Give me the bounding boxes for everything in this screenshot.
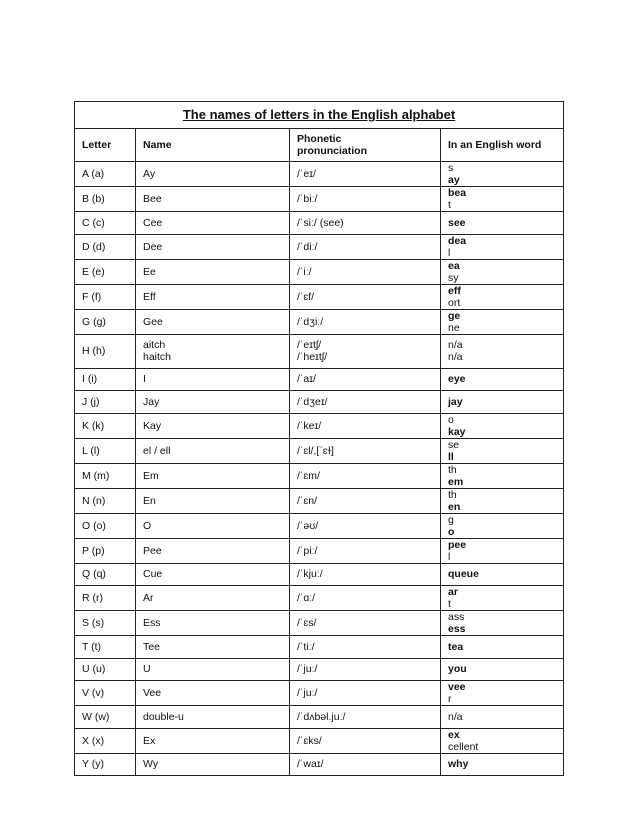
highlighted-segment: ex xyxy=(448,728,460,741)
letter-cell: T (t) xyxy=(75,636,136,659)
name-line: O xyxy=(143,519,152,532)
example-word-cell xyxy=(441,538,564,563)
table-row xyxy=(75,488,564,513)
name-line: double-u xyxy=(143,710,184,723)
letter-cell: L (l) xyxy=(75,438,136,463)
highlighted-segment: ll xyxy=(448,450,454,463)
table-row xyxy=(75,538,564,563)
phonetic-cell xyxy=(290,162,441,187)
letter-cell: I (i) xyxy=(75,368,136,391)
example-word-line xyxy=(448,611,563,635)
word-segment: t xyxy=(448,598,451,610)
name-line: Bee xyxy=(143,193,162,205)
letter-cell: Q (q) xyxy=(75,563,136,586)
example-word-cell xyxy=(441,391,564,414)
highlighted-segment: ea xyxy=(448,259,460,272)
example-word-cell xyxy=(441,259,564,284)
example-word-line xyxy=(448,373,563,385)
example-word-line xyxy=(448,758,563,770)
table-title: The names of letters in the English alphabet xyxy=(75,102,564,129)
alphabet-table xyxy=(74,101,564,776)
word-segment: se xyxy=(448,438,460,451)
example-word-line xyxy=(448,351,563,363)
word-segment: cellent xyxy=(448,740,479,753)
name-line: Ex xyxy=(143,734,156,747)
word-segment: l xyxy=(448,246,451,259)
phonetic-cell xyxy=(290,586,441,611)
example-word-cell xyxy=(441,586,564,611)
phonetic-cell xyxy=(290,706,441,729)
word-segment: t xyxy=(448,199,451,211)
highlighted-segment: queue xyxy=(448,568,479,581)
phonetic-cell xyxy=(290,391,441,414)
phonetic-line: /ˈwaɪ/ xyxy=(297,758,324,771)
highlighted-segment: jay xyxy=(448,395,463,408)
phonetic-cell xyxy=(290,334,441,368)
name-cell xyxy=(136,234,290,259)
header-row xyxy=(75,129,564,162)
table-row xyxy=(75,334,564,368)
phonetic-line: /ˈɛm/ xyxy=(297,469,320,482)
table-row xyxy=(75,413,564,438)
highlighted-segment: ar xyxy=(448,586,458,598)
letter-cell: W (w) xyxy=(75,706,136,729)
letter-cell: B (b) xyxy=(75,187,136,212)
header-phonetic: Phonetic pronunciation xyxy=(290,129,441,162)
phonetic-cell xyxy=(290,212,441,235)
phonetic-line: /ˈdiː/ xyxy=(297,240,318,253)
name-line: Gee xyxy=(143,315,163,328)
header-name: Name xyxy=(136,129,290,162)
name-cell xyxy=(136,284,290,309)
highlighted-segment: eff xyxy=(448,284,461,297)
table-row xyxy=(75,284,564,309)
letter-cell: P (p) xyxy=(75,538,136,563)
letter-cell: V (v) xyxy=(75,681,136,706)
name-line: Jay xyxy=(143,395,160,408)
phonetic-cell xyxy=(290,259,441,284)
table-row xyxy=(75,586,564,611)
name-cell xyxy=(136,212,290,235)
name-cell xyxy=(136,563,290,586)
name-cell xyxy=(136,162,290,187)
word-segment: r xyxy=(448,693,452,705)
name-line: Em xyxy=(143,469,159,482)
example-word-cell xyxy=(441,438,564,463)
word-segment: sy xyxy=(448,271,459,284)
name-line: Pee xyxy=(143,544,162,557)
example-word-line xyxy=(448,235,563,259)
table-row xyxy=(75,463,564,488)
phonetic-cell xyxy=(290,753,441,776)
name-cell xyxy=(136,611,290,636)
table-row xyxy=(75,753,564,776)
name-cell xyxy=(136,513,290,538)
name-line: Cue xyxy=(143,568,163,581)
example-word-line xyxy=(448,539,563,563)
table-row xyxy=(75,234,564,259)
word-segment: o xyxy=(448,413,454,426)
name-line: Eff xyxy=(143,290,156,303)
example-word-line xyxy=(448,310,563,334)
table-row xyxy=(75,681,564,706)
letter-cell: H (h) xyxy=(75,334,136,368)
phonetic-line: /ˈjuː/ xyxy=(297,663,318,676)
phonetic-cell xyxy=(290,563,441,586)
name-line: Wy xyxy=(143,758,159,771)
phonetic-cell xyxy=(290,284,441,309)
name-line: U xyxy=(143,663,151,676)
table-row xyxy=(75,658,564,681)
phonetic-cell xyxy=(290,538,441,563)
phonetic-line: /ˈtiː/ xyxy=(297,640,315,653)
highlighted-segment: em xyxy=(448,475,464,488)
example-word-cell xyxy=(441,681,564,706)
letter-cell: X (x) xyxy=(75,728,136,753)
name-line: En xyxy=(143,494,156,507)
phonetic-cell xyxy=(290,658,441,681)
phonetic-cell xyxy=(290,611,441,636)
phonetic-line: /ˈkeɪ/ xyxy=(297,419,322,432)
example-word-line xyxy=(448,568,563,580)
phonetic-line: /ˈdʒiː/ xyxy=(297,315,324,328)
example-word-cell xyxy=(441,706,564,729)
phonetic-line: /ˈjuː/ xyxy=(297,687,318,699)
example-word-cell xyxy=(441,413,564,438)
name-cell xyxy=(136,681,290,706)
phonetic-line: /ˈheɪtʃ/ xyxy=(297,351,327,363)
word-segment: s xyxy=(448,162,454,174)
example-word-line xyxy=(448,729,563,753)
phonetic-line: /ˈiː/ xyxy=(297,265,312,278)
table-row xyxy=(75,212,564,235)
name-cell xyxy=(136,413,290,438)
letter-cell: N (n) xyxy=(75,488,136,513)
highlighted-segment: tea xyxy=(448,640,464,653)
name-line: Kay xyxy=(143,419,162,432)
phonetic-line: /ˈkjuː/ xyxy=(297,568,323,581)
phonetic-line: /ˈɛn/ xyxy=(297,494,317,507)
example-word-line xyxy=(448,414,563,438)
word-segment: ass xyxy=(448,611,465,623)
example-word-line xyxy=(448,439,563,463)
table-row xyxy=(75,728,564,753)
word-segment: ne xyxy=(448,321,460,334)
name-cell xyxy=(136,706,290,729)
example-word-cell xyxy=(441,636,564,659)
phonetic-line: /ˈdʒeɪ/ xyxy=(297,395,328,408)
example-word-cell xyxy=(441,463,564,488)
phonetic-line: /ˈɛf/ xyxy=(297,290,315,303)
letter-cell: Y (y) xyxy=(75,753,136,776)
phonetic-line: /ˈəʊ/ xyxy=(297,519,319,532)
example-word-cell xyxy=(441,334,564,368)
name-cell xyxy=(136,488,290,513)
name-line: I xyxy=(143,373,146,386)
name-cell xyxy=(136,658,290,681)
letter-cell: M (m) xyxy=(75,463,136,488)
example-word-line xyxy=(448,217,563,229)
phonetic-cell xyxy=(290,309,441,334)
name-cell xyxy=(136,586,290,611)
example-word-cell xyxy=(441,513,564,538)
table-row xyxy=(75,706,564,729)
name-cell xyxy=(136,259,290,284)
word-segment: n/a xyxy=(448,339,463,351)
phonetic-cell xyxy=(290,488,441,513)
highlighted-segment: en xyxy=(448,500,461,513)
header-letter: Letter xyxy=(75,129,136,162)
phonetic-line: /ˈɛks/ xyxy=(297,734,322,747)
phonetic-cell xyxy=(290,234,441,259)
highlighted-segment: bea xyxy=(448,187,467,199)
example-word-line xyxy=(448,187,563,211)
highlighted-segment: you xyxy=(448,663,467,676)
name-cell xyxy=(136,309,290,334)
example-word-cell xyxy=(441,611,564,636)
letter-cell: D (d) xyxy=(75,234,136,259)
example-word-cell xyxy=(441,563,564,586)
example-word-cell xyxy=(441,753,564,776)
example-word-cell xyxy=(441,658,564,681)
phonetic-line: /ˈɛs/ xyxy=(297,617,317,629)
phonetic-cell xyxy=(290,463,441,488)
name-line: el / ell xyxy=(143,444,171,457)
highlighted-segment: o xyxy=(448,525,455,538)
phonetic-line: /ˈɑː/ xyxy=(297,592,316,604)
phonetic-cell xyxy=(290,513,441,538)
word-segment: ort xyxy=(448,296,461,309)
name-line: Ay xyxy=(143,168,156,180)
phonetic-line: /ˈeɪ/ xyxy=(297,168,316,180)
phonetic-cell xyxy=(290,728,441,753)
phonetic-line: /ˈdʌbəl.juː/ xyxy=(297,710,346,723)
example-word-cell xyxy=(441,488,564,513)
example-word-line xyxy=(448,514,563,538)
letter-cell: F (f) xyxy=(75,284,136,309)
name-line: Dee xyxy=(143,240,163,253)
alphabet-table-container xyxy=(74,101,563,776)
example-word-line xyxy=(448,586,563,610)
name-cell xyxy=(136,728,290,753)
phonetic-cell xyxy=(290,438,441,463)
name-line: Cee xyxy=(143,216,163,229)
letter-cell: E (e) xyxy=(75,259,136,284)
table-row xyxy=(75,368,564,391)
letter-cell: O (o) xyxy=(75,513,136,538)
letter-cell: S (s) xyxy=(75,611,136,636)
example-word-line xyxy=(448,285,563,309)
header-word: In an English word xyxy=(441,129,564,162)
example-word-line xyxy=(448,464,563,488)
highlighted-segment: see xyxy=(448,216,466,229)
highlighted-segment: vee xyxy=(448,681,466,693)
table-row xyxy=(75,162,564,187)
highlighted-segment: ge xyxy=(448,309,461,322)
word-segment: n/a xyxy=(448,351,463,363)
name-cell xyxy=(136,636,290,659)
table-row xyxy=(75,563,564,586)
highlighted-segment: pee xyxy=(448,538,467,551)
example-word-cell xyxy=(441,212,564,235)
table-row xyxy=(75,513,564,538)
example-word-cell xyxy=(441,728,564,753)
name-line: Ess xyxy=(143,617,161,629)
name-line: Tee xyxy=(143,640,160,653)
phonetic-cell xyxy=(290,681,441,706)
phonetic-cell xyxy=(290,187,441,212)
highlighted-segment: dea xyxy=(448,234,467,247)
example-word-cell xyxy=(441,187,564,212)
example-word-cell xyxy=(441,162,564,187)
example-word-line xyxy=(448,681,563,705)
example-word-line xyxy=(448,260,563,284)
letter-cell: C (c) xyxy=(75,212,136,235)
highlighted-segment: ess xyxy=(448,623,466,635)
table-row xyxy=(75,636,564,659)
highlighted-segment: eye xyxy=(448,373,466,386)
name-cell xyxy=(136,463,290,488)
name-cell xyxy=(136,538,290,563)
name-line: Ar xyxy=(143,592,154,604)
word-segment: g xyxy=(448,513,454,526)
name-line: aitch xyxy=(143,339,166,351)
letter-cell: U (u) xyxy=(75,658,136,681)
example-word-cell xyxy=(441,284,564,309)
word-segment: th xyxy=(448,488,457,501)
word-segment: l xyxy=(448,550,451,563)
phonetic-cell xyxy=(290,636,441,659)
table-row xyxy=(75,438,564,463)
name-cell xyxy=(136,368,290,391)
table-row xyxy=(75,259,564,284)
name-line: haitch xyxy=(143,351,172,363)
table-row xyxy=(75,309,564,334)
letter-cell: K (k) xyxy=(75,413,136,438)
table-row xyxy=(75,187,564,212)
name-cell xyxy=(136,187,290,212)
example-word-cell xyxy=(441,309,564,334)
word-segment: th xyxy=(448,463,457,476)
example-word-line xyxy=(448,641,563,653)
example-word-cell xyxy=(441,234,564,259)
phonetic-line: /ˈeɪtʃ/ xyxy=(297,339,322,351)
highlighted-segment: ay xyxy=(448,174,460,186)
letter-cell: A (a) xyxy=(75,162,136,187)
example-word-cell xyxy=(441,368,564,391)
phonetic-line: /ˈpiː/ xyxy=(297,544,318,557)
phonetic-cell xyxy=(290,413,441,438)
name-cell xyxy=(136,391,290,414)
letter-cell: R (r) xyxy=(75,586,136,611)
phonetic-cell xyxy=(290,368,441,391)
letter-cell: J (j) xyxy=(75,391,136,414)
example-word-line xyxy=(448,396,563,408)
table-row xyxy=(75,391,564,414)
phonetic-line: /ˈɛl/,[ˈɛɫ] xyxy=(297,444,334,457)
name-cell xyxy=(136,334,290,368)
example-word-line xyxy=(448,162,563,186)
name-line: Vee xyxy=(143,687,162,699)
phonetic-line: /ˈaɪ/ xyxy=(297,373,316,386)
name-cell xyxy=(136,438,290,463)
example-word-line xyxy=(448,489,563,513)
example-word-line xyxy=(448,339,563,351)
phonetic-line: /ˈbiː/ xyxy=(297,193,318,205)
table-row xyxy=(75,611,564,636)
highlighted-segment: why xyxy=(448,758,469,771)
example-word-line xyxy=(448,663,563,675)
letter-cell: G (g) xyxy=(75,309,136,334)
word-segment: n/a xyxy=(448,710,463,723)
phonetic-line: /ˈsiː/ (see) xyxy=(297,216,344,229)
name-line: Ee xyxy=(143,265,156,278)
name-cell xyxy=(136,753,290,776)
highlighted-segment: kay xyxy=(448,425,466,438)
example-word-line xyxy=(448,711,563,723)
